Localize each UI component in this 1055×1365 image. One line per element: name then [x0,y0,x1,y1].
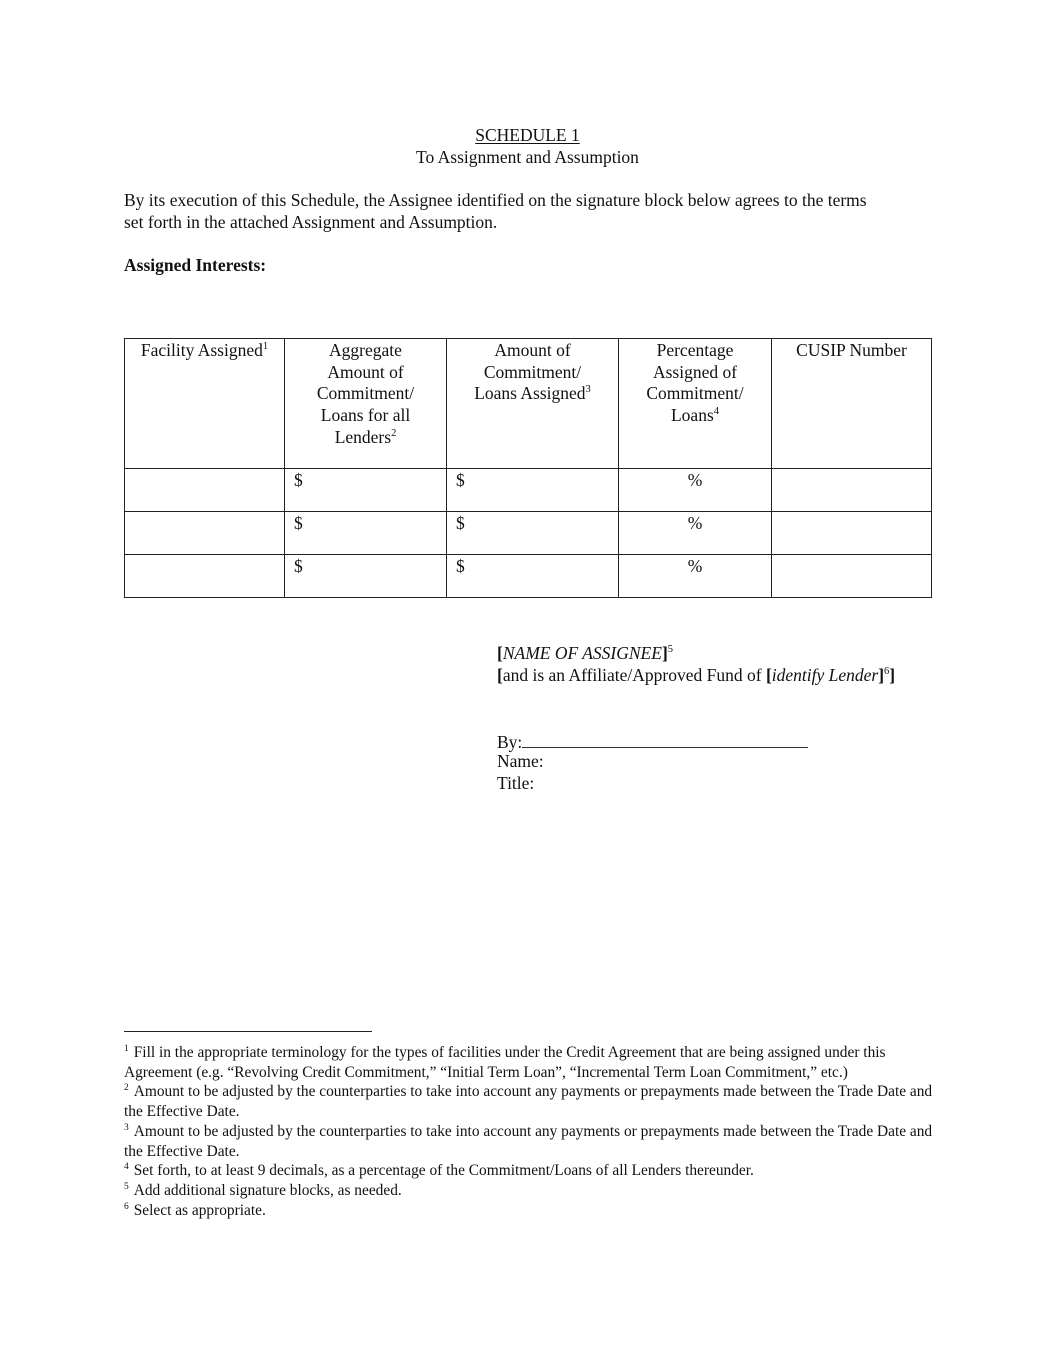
header-text: Amount of [327,361,404,382]
cell-aggregate[interactable] [285,512,447,555]
cell-assigned[interactable] [447,512,619,555]
signature-title-label: Title: [497,773,535,793]
table-row [125,555,932,598]
footnote-number: 1 [124,1044,129,1054]
cell-aggregate[interactable] [285,555,447,598]
cell-assigned[interactable] [447,555,619,598]
footnote-number: 5 [124,1181,129,1192]
header-text: Aggregate [329,340,402,360]
table-row [125,512,932,555]
header-cusip-number [772,339,932,469]
table-header-row [125,339,932,469]
table-row [125,469,932,512]
header-percentage-assigned [619,339,772,469]
cell-cusip[interactable] [772,555,932,598]
intro-line-2: set forth in the attached Assignment and Assumption. [124,211,498,232]
footnote-number: 4 [124,1162,129,1173]
header-text: Amount of [494,340,571,360]
schedule-title [0,125,1055,147]
intro-paragraph [124,190,944,233]
cell-facility[interactable] [125,469,285,512]
footnote-4 [124,1161,934,1181]
currency-symbol: $ [294,513,303,533]
footnote-text: Add additional signature blocks, as needed. [133,1181,402,1199]
currency-symbol: $ [456,513,465,533]
footnote-2 [124,1082,934,1121]
footnote-number: 2 [124,1083,129,1094]
schedule-subtitle: To Assignment and Assumption [416,147,639,167]
footnote-text: Fill in the appropriate terminology for the types of facilities under the Credit Agreement that are being assigned under this Agreement (e.g. “Revolving Credit Commitment,” “Initial Term Loan”, “Incremental Term Loan Commitment,” etc.) [124,1044,886,1081]
affiliate-line: [and is an Affiliate/Approved Fund of [identify Lender]$^6$] [497,665,896,685]
cell-percentage[interactable] [619,469,772,512]
cell-facility[interactable] [125,512,285,555]
percent-symbol: % [687,513,703,533]
currency-symbol: $ [294,470,303,490]
header-text: Lenders [334,426,392,447]
cell-cusip[interactable] [772,469,932,512]
header-text: Facility Assigned [140,340,263,360]
header-text: CUSIP Number [796,340,907,360]
currency-symbol: $ [294,556,303,576]
currency-symbol: $ [456,470,465,490]
assigned-interests-heading: Assigned Interests: [124,255,267,275]
footnote-1 [124,1043,934,1082]
footnote-ref[interactable]: 4 [713,406,720,418]
header-text: Assigned of [652,361,738,382]
footnote-separator [124,1031,372,1032]
footnote-5 [124,1181,934,1201]
header-text: Loans for all [320,405,411,426]
cell-aggregate[interactable] [285,469,447,512]
percent-symbol: % [687,556,703,576]
footnote-number: 6 [124,1201,129,1212]
header-text: Loans Assigned [474,383,586,404]
affiliate-text: and is an Affiliate/Approved Fund of [502,665,766,685]
footnote-ref[interactable]: 2 [391,427,397,439]
header-facility-assigned [125,339,285,469]
header-text: Loans [670,405,714,426]
footnote-text: Amount to be adjusted by the counterparties to take into account any payments or prepayments made between the Trade Date and the Effective Date. [124,1122,933,1160]
footnote-ref[interactable]: 6 [884,666,890,677]
header-text: Commitment/ [483,361,582,382]
signature-name-label: Name: [497,751,544,771]
cell-facility[interactable] [125,555,285,598]
header-aggregate-amount [285,339,447,469]
header-text: Commitment/ [316,383,415,404]
header-text: Percentage [656,340,734,360]
footnote-ref[interactable]: 3 [585,384,591,396]
footnote-text: Select as appropriate. [133,1201,266,1219]
lender-placeholder[interactable]: identify Lender [771,665,879,685]
assigned-interests-table [124,338,932,598]
cell-percentage[interactable] [619,555,772,598]
currency-symbol: $ [456,556,465,576]
assignee-name-placeholder[interactable]: NAME OF ASSIGNEE [502,643,662,663]
assignee-name-line: [NAME OF ASSIGNEE]$^5$ [497,643,674,663]
cell-percentage[interactable] [619,512,772,555]
signature-field[interactable] [522,730,808,748]
footnote-6 [124,1201,934,1221]
footnote-text: Set forth, to at least 9 decimals, as a percentage of the Commitment/Loans of all Lenders thereunder. [133,1162,754,1180]
by-label: By: [497,732,523,752]
footnote-3 [124,1122,934,1161]
schedule-title-text: SCHEDULE 1 [475,125,580,145]
cell-assigned[interactable] [447,469,619,512]
intro-line-1: By its execution of this Schedule, the Assignee identified on the signature block below agrees to the terms [124,190,867,210]
footnote-text: Amount to be adjusted by the counterparties to take into account any payments or prepayments made between the Trade Date and the Effective Date. [124,1083,933,1121]
signature-by-line [497,730,808,754]
cell-cusip[interactable] [772,512,932,555]
header-amount-assigned [447,339,619,469]
footnote-ref[interactable]: 5 [667,644,674,655]
header-text: Commitment/ [646,383,744,404]
footnote-number: 3 [124,1122,129,1133]
footnotes [124,1043,934,1220]
footnote-ref[interactable]: 1 [262,341,269,352]
percent-symbol: % [687,470,703,490]
